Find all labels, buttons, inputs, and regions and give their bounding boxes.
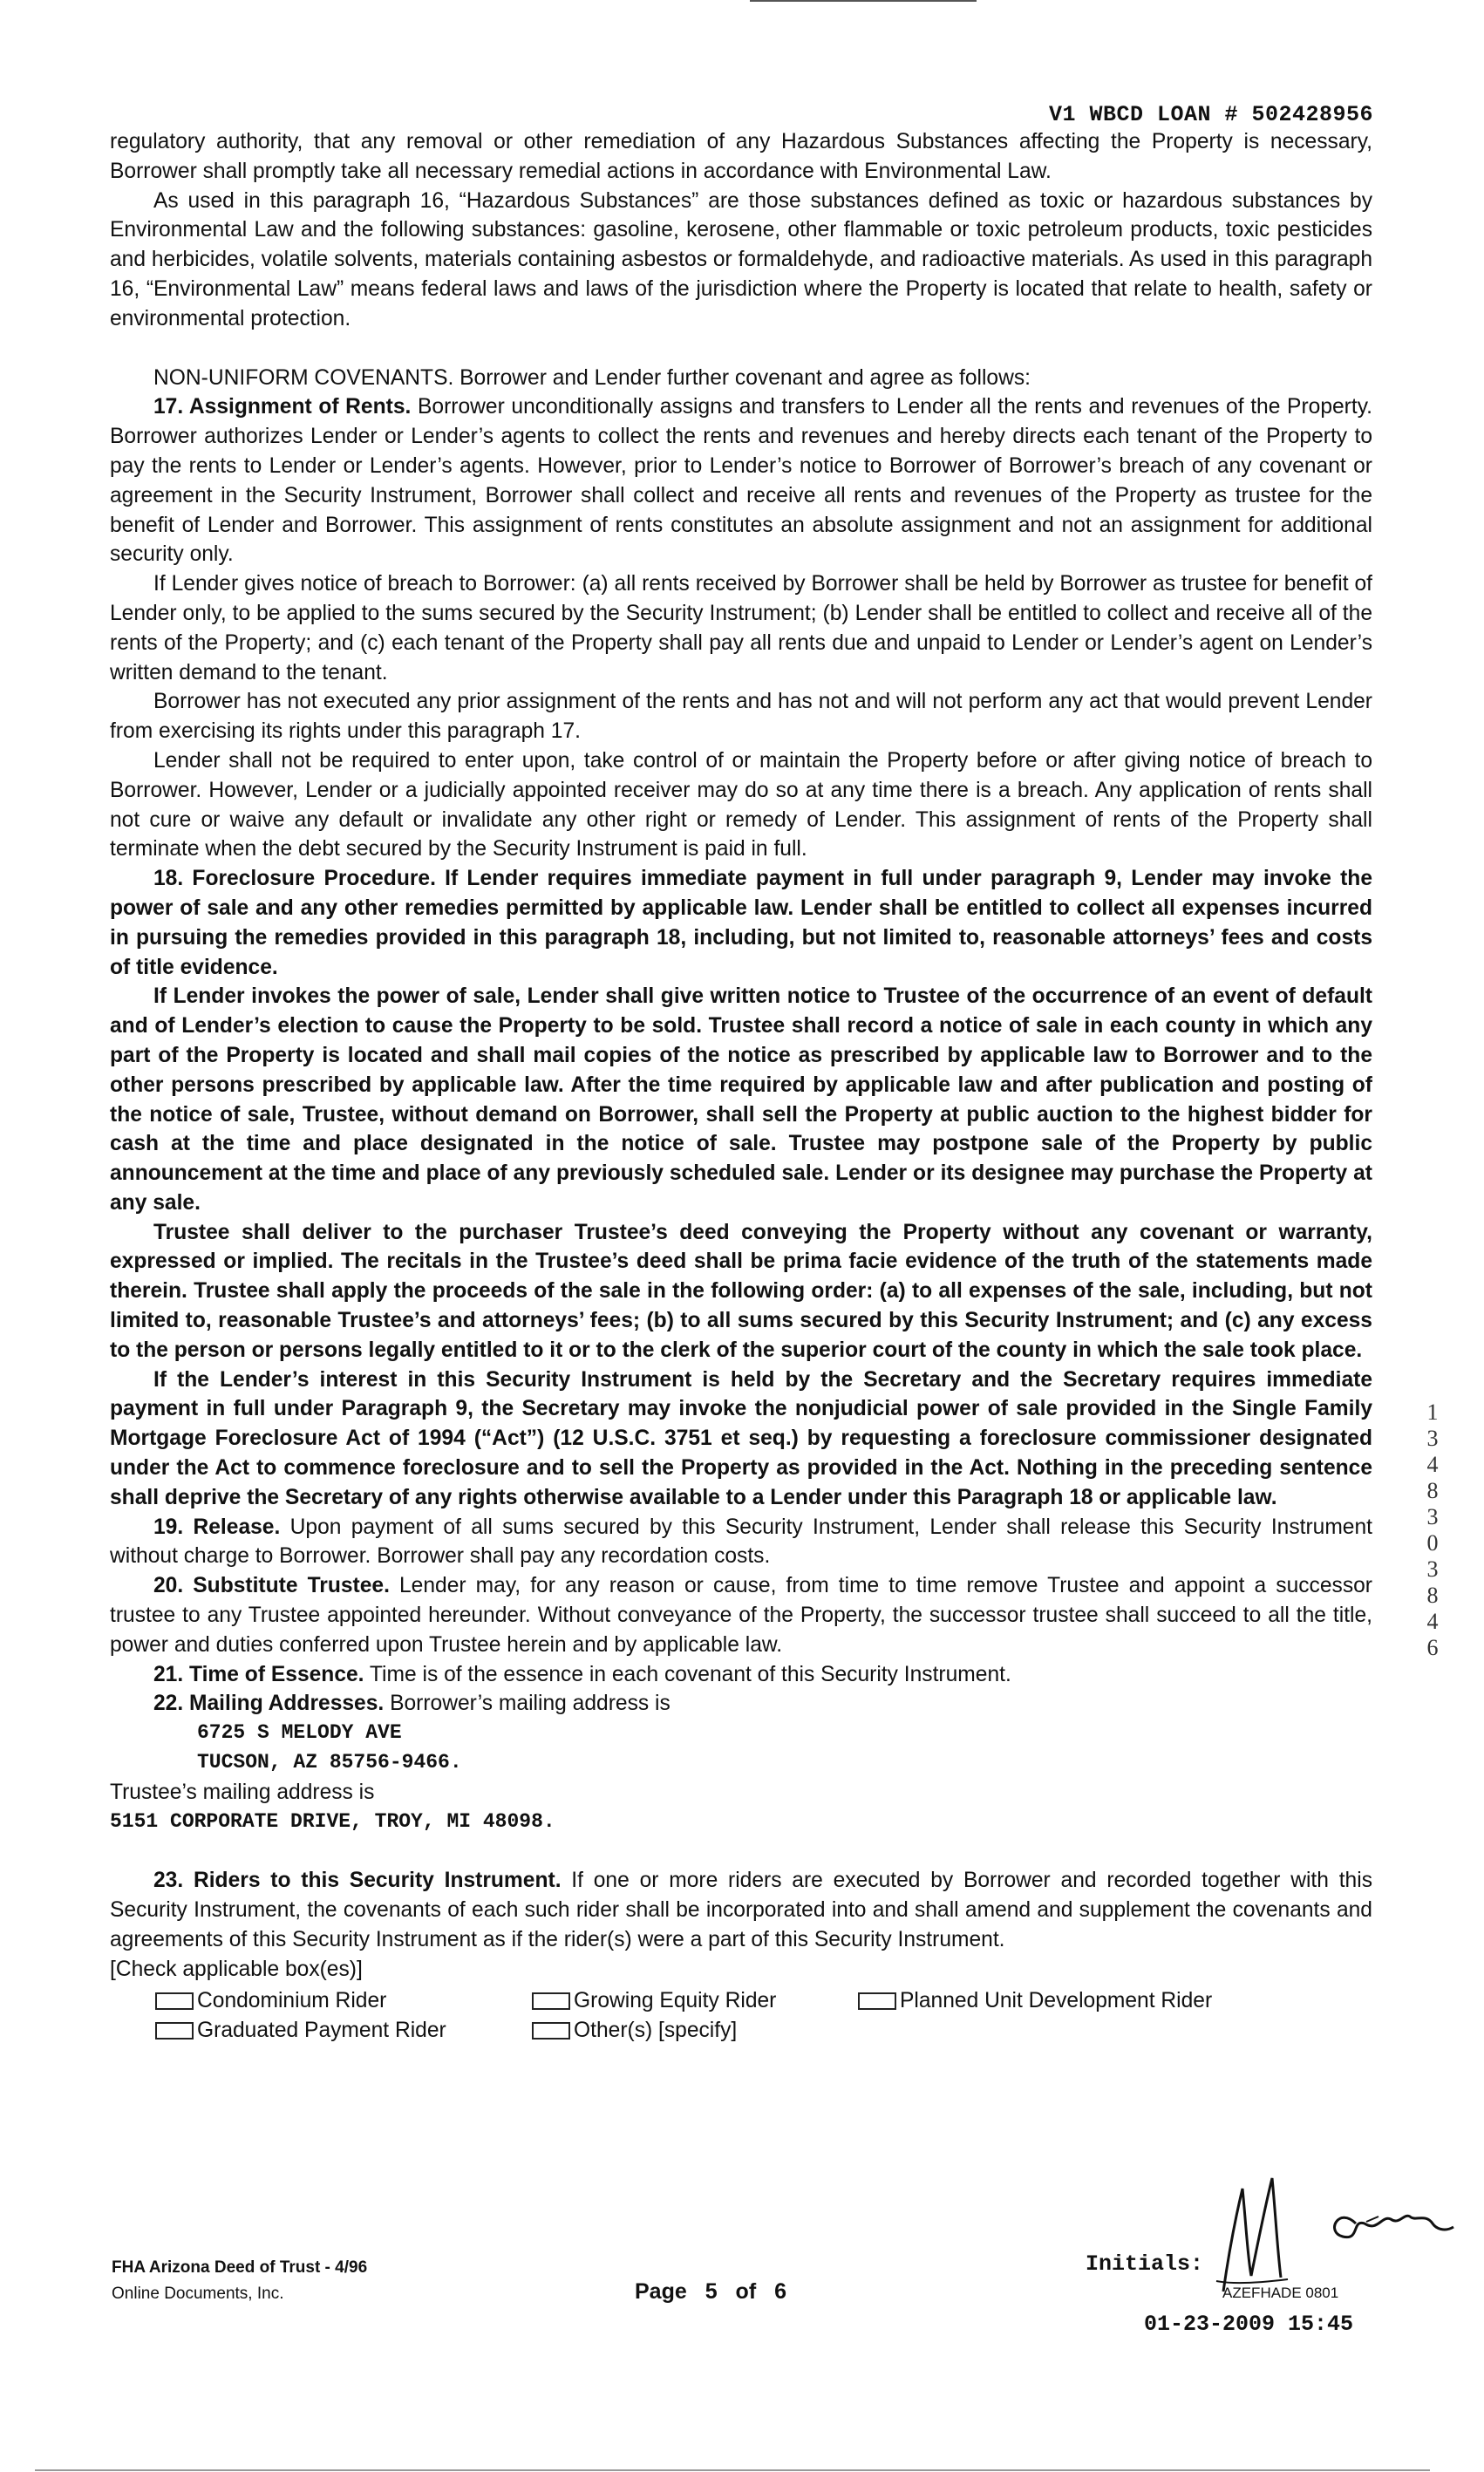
checkbox-box[interactable]: [532, 1992, 570, 2010]
trustee-address: 5151 CORPORATE DRIVE, TROY, MI 48098.: [110, 1809, 555, 1833]
form-code: AZEFHADE 0801: [1222, 2285, 1339, 2301]
checkbox-box[interactable]: [155, 1992, 194, 2010]
section-18-secretary: If the Lender’s interest in this Security Instrument is held by the Secretary and the Secretary requires immediate payment in full under Paragraph 9, the Secretary may invoke the nonjudicial power of sale provided in the Single Family Mortgage Foreclosure Act of 1994 (“Act”) (12 U.S.C. 3751 et seq.) by requesting a foreclosure commissioner designated under the Act to commence foreclosure and to sell the Property as provided in the Act. Nothing in the preceding sentence shall deprive the Secretary of any rights otherwise available to a Lender under this Paragraph 18 or applicable law.: [110, 1367, 1372, 1509]
footer-form-info: [112, 2255, 367, 2307]
checkbox-box[interactable]: [858, 1992, 896, 2010]
document-body: [110, 127, 1372, 2047]
spacer: [110, 334, 1372, 364]
planned-unit-development-rider-checkbox[interactable]: [858, 1986, 1212, 2016]
section-17-text: Borrower unconditionally assigns and transfers to Lender all the rents and revenues of the Property. Borrower authorizes Lender or Lender’s agents to collect the rents and revenues and hereby directs each tenant of the Property to pay the rents to Lender or Lender’s agents. However, prior to Lender’s notice to Borrower of Borrower’s breach of any covenant or agreement in the Security Instrument, Borrower shall collect and receive all rents and revenues of the Property as trustee for the benefit of Lender and Borrower. This assignment of rents constitutes an absolute assignment and not an assignment for additional security only.: [110, 395, 1373, 567]
section-22-paragraph: [110, 1689, 1372, 1719]
recording-number: 1 3 4 8 3 0 3 8 4 6: [1426, 1399, 1439, 1660]
section-19-heading: 19. Release.: [153, 1515, 281, 1539]
scan-artifact-bottom: [35, 2469, 1430, 2471]
section-17-heading: 17. Assignment of Rents.: [153, 395, 412, 419]
section-23-text: If one or more riders are executed by Borrower and recorded together with this Security Instrument, the covenants of each such rider shall be incorporated into and shall amend and supplement the covenants and agreements of this Security Instrument as if the rider(s) were a part of this Security Instrument.: [110, 1869, 1372, 1952]
growing-equity-rider-checkbox[interactable]: [532, 1986, 776, 2016]
checkbox-label: Planned Unit Development Rider: [900, 1988, 1213, 2012]
section-17-paragraph: [110, 392, 1372, 569]
paragraph-16-definitions: As used in this paragraph 16, “Hazardous Substances” are those substances defined as toxic or hazardous substances by Environmental Law and the following substances: gasoline, kerosene, other flammable or toxic petroleum products, toxic pesticides and herbicides, volatile solvents, materials containing asbestos or formaldehyde, and radioactive materials. As used in this paragraph 16, “Environmental Law” means federal laws and laws of the jurisdiction where the Property is located that relate to health, safety or environmental protection.: [110, 188, 1372, 330]
section-19-paragraph: [110, 1513, 1372, 1572]
page-number: Page 5 of 6: [635, 2279, 786, 2304]
borrower-address-line-2: TUCSON, AZ 85756-9466.: [197, 1751, 462, 1774]
section-19-text: Upon payment of all sums secured by this Security Instrument, Lender shall release this Security Instrument without charge to Borrower. Borrower shall pay any recordation costs.: [110, 1515, 1373, 1569]
section-22-text: Borrower’s mailing address is: [384, 1692, 671, 1716]
paragraph-16-continued: regulatory authority, that any removal or other remediation of any Hazardous Substances affecting the Property is necessary, Borrower shall promptly take all necessary remedial actions in accordance with Environmental Law.: [110, 130, 1372, 183]
checkbox-box[interactable]: [155, 2022, 194, 2040]
section-21-paragraph: [110, 1660, 1372, 1690]
section-17-breach-paragraph: If Lender gives notice of breach to Borrower: (a) all rents received by Borrower shall be held by Borrower as trustee for benefit of Lender only, to be applied to the sums secured by the Security Instrument; (b) Lender shall be entitled to collect and receive all of the rents of the Property; and (c) each tenant of the Property shall pay all rents due and unpaid to Lender or Lender’s agent on Lender’s written demand to the tenant.: [110, 572, 1372, 684]
checkbox-label: Condominium Rider: [197, 1988, 387, 2012]
timestamp: 01-23-2009 15:45: [1144, 2312, 1354, 2337]
condominium-rider-checkbox[interactable]: [155, 1986, 386, 2016]
trustee-address-label: Trustee’s mailing address is: [110, 1780, 375, 1804]
section-17-control-paragraph: Lender shall not be required to enter upon, take control of or maintain the Property before or after giving notice of breach to Borrower. However, Lender or a judicially appointed receiver may do so at any time there is a breach. Any application of rents shall not cure or waive any default or invalidate any other right or remedy of Lender. This assignment of rents of the Property shall terminate when the debt secured by the Security Instrument is paid in full.: [110, 748, 1372, 861]
scan-artifact-top: [750, 0, 977, 2]
publisher: Online Documents, Inc.: [112, 2285, 284, 2303]
others-rider-checkbox[interactable]: [532, 2016, 737, 2046]
section-22-heading: 22. Mailing Addresses.: [153, 1692, 385, 1716]
checkbox-label: Growing Equity Rider: [574, 1988, 777, 2012]
section-18-foreclosure: 18. Foreclosure Procedure. If Lender requires immediate payment in full under paragraph 9, Lender may invoke the power of sale and any other remedies permitted by applicable law. Lender shall be entitled to collect all expenses incurred in pursuing the remedies provided in this paragraph 18, including, but not limited to, reasonable attorneys’ fees and costs of title evidence.: [110, 867, 1372, 979]
section-20-paragraph: [110, 1571, 1372, 1659]
section-23-paragraph: [110, 1866, 1372, 1954]
rider-checkboxes: [110, 1986, 1372, 2047]
spacer: [110, 1836, 1372, 1866]
section-20-text: Lender may, for any reason or cause, from time to time remove Trustee and appoint a successor trustee to any Trustee appointed hereunder. Without conveyance of the Property, the successor trustee shall succeed to all the title, power and duties conferred upon Trustee herein and by applicable law.: [110, 1574, 1372, 1657]
section-18-trustee-deed: Trustee shall deliver to the purchaser Trustee’s deed conveying the Property without any covenant or warranty, expressed or implied. The recitals in the Trustee’s deed shall be prima facie evidence of the truth of the statements made therein. Trustee shall apply the proceeds of the sale in the following order: (a) to all expenses of the sale, including, but not limited to, reasonable Trustee’s and attorneys’ fees; (b) to all sums secured by this Security Instrument; and (c) any excess to the person or persons legally entitled to it or to the clerk of the superior court of the county in which the sale took place.: [110, 1220, 1372, 1362]
checkbox-label: Graduated Payment Rider: [197, 2018, 446, 2042]
section-23-heading: 23. Riders to this Security Instrument.: [153, 1869, 562, 1893]
checkbox-box[interactable]: [532, 2022, 570, 2040]
initials-signature: [1208, 2171, 1456, 2293]
graduated-payment-rider-checkbox[interactable]: [155, 2016, 446, 2046]
non-uniform-covenants: NON-UNIFORM COVENANTS. Borrower and Lender further covenant and agree as follows:: [153, 365, 1031, 390]
section-18-power-of-sale: If Lender invokes the power of sale, Lender shall give written notice to Trustee of the occurrence of an event of default and of Lender’s election to cause the Property to be sold. Trustee shall record a notice of sale in each county in which any part of the Property is located and shall mail copies of the notice as prescribed by applicable law to Borrower and to the other persons prescribed by applicable law. After the time required by applicable law and after publication and posting of the notice of sale, Trustee, without demand on Borrower, shall sell the Property at public auction to the highest bidder for cash at the time and place designated in the notice of sale. Trustee may postpone sale of the Property by public announcement at the time and place of any previously scheduled sale. Lender or its designee may purchase the Property at any sale.: [110, 984, 1372, 1215]
section-21-text: Time is of the essence in each covenant of this Security Instrument.: [364, 1662, 1011, 1686]
section-17-prior-assignment-paragraph: Borrower has not executed any prior assignment of the rents and has not and will not perform any act that would prevent Lender from exercising its rights under this paragraph 17.: [110, 690, 1372, 744]
section-21-heading: 21. Time of Essence.: [153, 1662, 364, 1686]
section-20-heading: 20. Substitute Trustee.: [153, 1574, 390, 1598]
form-title: FHA Arizona Deed of Trust - 4/96: [112, 2258, 368, 2277]
initials-label: Initials:: [1086, 2251, 1204, 2277]
checkbox-label: Other(s) [specify]: [574, 2018, 738, 2042]
check-applicable-label: [Check applicable box(es)]: [110, 1957, 363, 1981]
loan-number: V1 WBCD LOAN # 502428956: [1048, 102, 1373, 127]
borrower-address-line-1: 6725 S MELODY AVE: [197, 1721, 402, 1745]
